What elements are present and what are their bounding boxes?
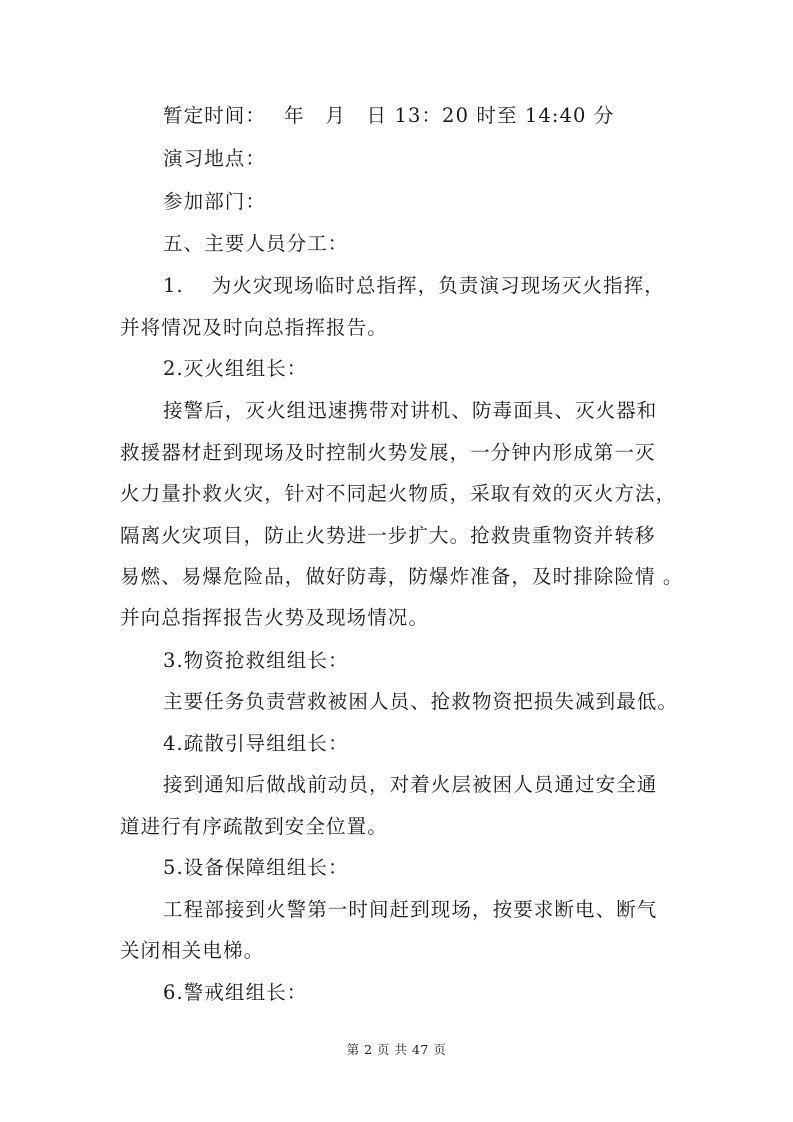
schedule-time-line: 暂定时间： 年 月 日 13：20 时至 14:40 分 bbox=[163, 104, 615, 127]
paragraph-line: 火力量扑救火灾，针对不同起火物质，采取有效的灭火方法， bbox=[120, 482, 677, 505]
paragraph-line: 接到通知后做战前动员，对着火层被困人员通过安全通 bbox=[163, 773, 658, 796]
paragraph-line: 并将情况及时向总指挥报告。 bbox=[120, 316, 388, 339]
paragraph-line: 道进行有序疏散到安全位置。 bbox=[120, 815, 388, 838]
subsection-heading: 3.物资抢救组组长： bbox=[163, 649, 349, 672]
paragraph-line: 并向总指挥报告火势及现场情况。 bbox=[120, 606, 430, 629]
paragraph-line: 救援器材赶到现场及时控制火势发展，一分钟内形成第一灭 bbox=[120, 441, 656, 464]
subsection-heading: 6.警戒组组长： bbox=[163, 981, 308, 1004]
section-heading: 五、主要人员分工： bbox=[163, 232, 349, 255]
subsection-heading: 4.疏散引导组组长： bbox=[163, 732, 349, 755]
page-number-footer: 第 2 页 共 47 页 bbox=[346, 1042, 447, 1057]
participating-departments-line: 参加部门： bbox=[163, 190, 267, 213]
drill-location-line: 演习地点： bbox=[163, 147, 267, 170]
paragraph-line: 接警后，灭火组迅速携带对讲机、防毒面具、灭火器和 bbox=[163, 399, 658, 422]
subsection-heading: 5.设备保障组组长： bbox=[163, 856, 349, 879]
subsection-heading: 2.灭火组组长： bbox=[163, 357, 308, 380]
paragraph-line: 易燃、易爆危险品，做好防毒，防爆炸准备，及时排除险情 。 bbox=[120, 565, 684, 588]
paragraph-line: 关闭相关电梯。 bbox=[120, 939, 265, 962]
paragraph-line: 工程部接到火警第一时间赶到现场，按要求断电、断气 bbox=[163, 898, 658, 921]
paragraph-line: 隔离火灾项目，防止火势进一步扩大。抢救贵重物资并转移 bbox=[120, 524, 656, 547]
paragraph-line: 1. 为火灾现场临时总指挥，负责演习现场灭火指挥， bbox=[163, 274, 665, 297]
paragraph-line: 主要任务负责营救被困人员、抢救物资把损失减到最低。 bbox=[163, 690, 679, 713]
